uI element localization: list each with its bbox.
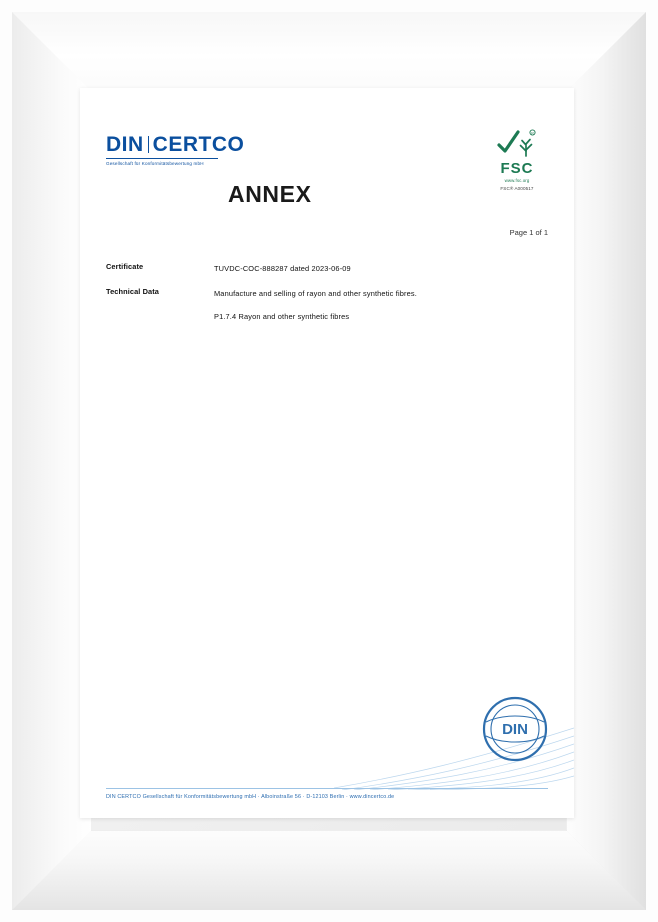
field-value-line1: Manufacture and selling of rayon and other synthetic fibres. [214,289,417,299]
field-list [106,262,548,335]
din-roundel-text: DIN [502,721,528,738]
fsc-wordmark: FSC [500,160,534,177]
field-value-line2: P1.7.4 Rayon and other synthetic fibres [214,312,350,322]
dincertco-wordmark [106,134,246,155]
page-number: Page 1 of 1 [509,228,548,237]
fsc-checkmark-tree-icon [496,126,538,162]
field-value: TUVDC-COC-888287 dated 2023-06-09 [214,264,351,273]
logo-tagline: Gesellschaft für Konformitätsbewertung mbH [106,161,204,166]
fsc-url: www.fsc.org [504,178,530,183]
fsc-license-code: FSC® A000517 [500,186,534,191]
brand-din: DIN [106,133,144,156]
brand-separator [148,136,149,153]
footer-text: DIN CERTCO Gesellschaft für Konformitätsbewertung mbH · Alboinstraße 56 · D-12103 Berlin · www.dincertco.de [106,794,395,800]
page-title: ANNEX [228,181,312,207]
field-label: Certificate [106,262,144,271]
svg-text:R: R [531,131,534,136]
footer-divider [106,788,548,789]
field-value [214,287,548,324]
dincertco-logo [106,134,246,166]
logo-underline [106,158,218,159]
certificate-annex-page [80,88,574,818]
mat-edge-top [12,12,646,92]
mat-edge-right [566,12,646,910]
din-roundel-watermark [478,692,552,766]
field-row [106,262,548,276]
field-label: Technical Data [106,287,160,297]
brand-certco: CERTCO [152,133,245,156]
fsc-logo [486,126,548,191]
field-row [106,287,548,324]
mat-edge-bottom [12,830,646,910]
